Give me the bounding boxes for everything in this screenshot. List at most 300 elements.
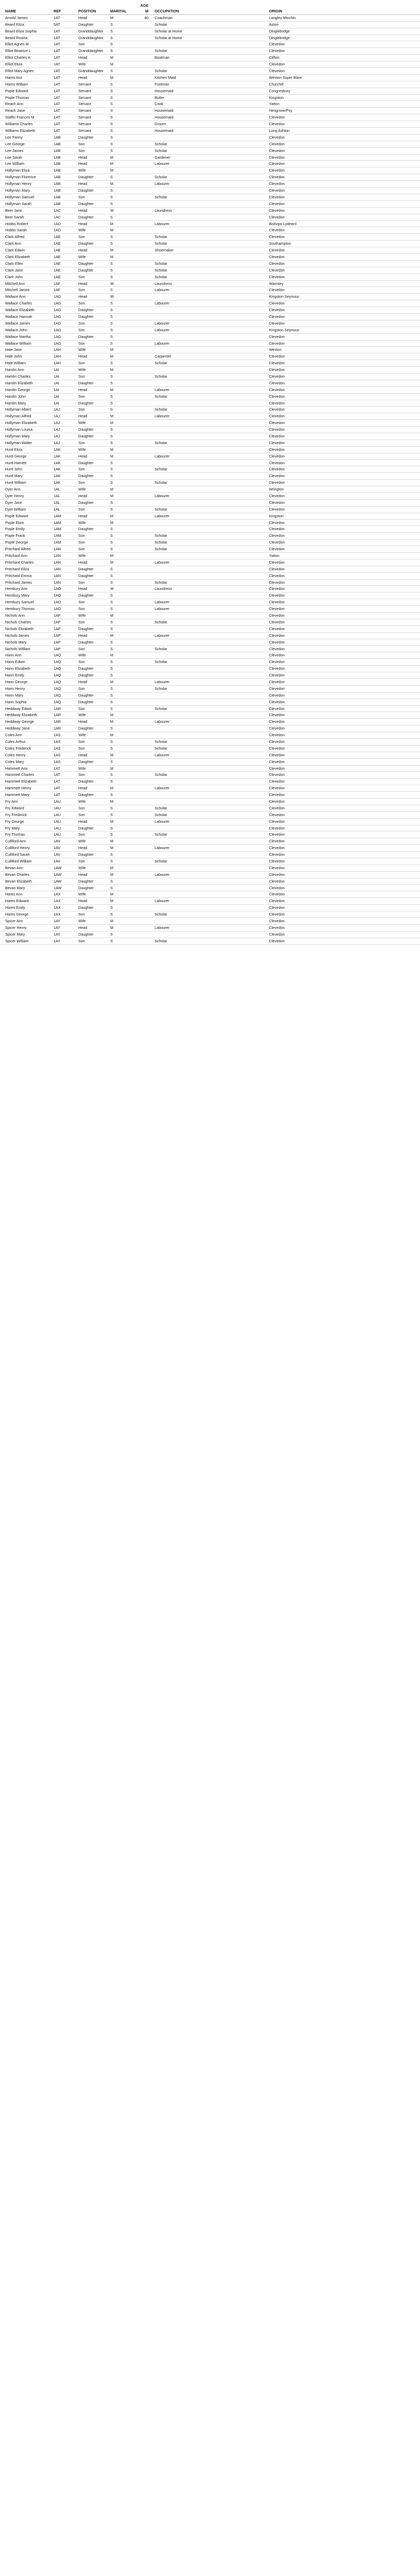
cell-ref: 1AR	[54, 719, 61, 724]
cell-name: Hammett Henry	[5, 786, 31, 791]
cell-marital: S	[110, 533, 113, 538]
table-row	[0, 394, 420, 400]
cell-name: Hurd John	[5, 467, 23, 472]
table-row	[0, 261, 420, 267]
cell-ref: 1AM	[54, 527, 61, 532]
cell-origin: Clevedon	[269, 865, 285, 870]
table-row	[0, 161, 420, 167]
cell-name: Lee James	[5, 148, 24, 153]
table-row	[0, 327, 420, 334]
table-row	[0, 533, 420, 539]
cell-origin: Clevedon	[269, 719, 285, 724]
cell-name: Hollyman Mary	[5, 188, 30, 193]
cell-occupation: Scholar	[155, 533, 167, 538]
table-row	[0, 15, 420, 22]
cell-position: Servant	[78, 101, 91, 107]
cell-name: Hale William	[5, 361, 26, 366]
cell-position: Daughter	[78, 852, 94, 857]
table-row	[0, 101, 420, 108]
cell-name: Pople Thomas	[5, 95, 29, 100]
cell-position: Daughter	[78, 593, 94, 598]
cell-ref: 1AT	[54, 15, 60, 20]
cell-origin: Kingston	[269, 513, 283, 518]
cell-ref: 1AS	[54, 745, 61, 751]
table-row	[0, 633, 420, 639]
cell-position: Daughter	[78, 261, 94, 266]
cell-position: Son	[78, 374, 85, 379]
cell-origin: Clevedon	[269, 925, 285, 930]
cell-name: Hollyman Elizabeth	[5, 420, 37, 426]
cell-position: Son	[78, 394, 85, 399]
cell-occupation: Scholar at Home	[155, 35, 182, 40]
cell-marital: M	[110, 387, 113, 392]
cell-marital: S	[110, 779, 113, 784]
cell-position: Head	[78, 354, 88, 359]
cell-marital: S	[110, 327, 113, 332]
cell-name: Culliford Sarah	[5, 852, 30, 857]
cell-position: Daughter	[78, 573, 94, 578]
cell-marital: S	[110, 241, 113, 246]
cell-name: Lee Fanny	[5, 134, 23, 140]
cell-marital: S	[110, 852, 113, 857]
cell-position: Son	[78, 600, 85, 605]
cell-occupation: Scholar	[155, 407, 167, 412]
table-row	[0, 108, 420, 114]
table-row	[0, 413, 420, 420]
cell-position: Daughter	[78, 639, 94, 645]
cell-occupation: Scholar	[155, 938, 167, 943]
cell-occupation: Housemaid	[155, 108, 174, 113]
cell-name: Bevan Mary	[5, 885, 25, 890]
cell-position: Servant	[78, 122, 91, 127]
cell-origin: Clevedon	[269, 892, 285, 897]
cell-name: Wallace Martha	[5, 334, 31, 339]
cell-name: Reach Jane	[5, 108, 25, 113]
cell-name: Hembury Ann	[5, 586, 28, 591]
cell-ref: 1AV	[54, 852, 61, 857]
cell-occupation: Scholar	[155, 440, 167, 445]
cell-ref: 1AV	[54, 845, 61, 851]
cell-name: Hamlin Elizabeth	[5, 380, 33, 385]
cell-position: Wife	[78, 420, 86, 426]
cell-name: Hammett Ann	[5, 766, 28, 771]
cell-position: Head	[78, 872, 88, 877]
cell-marital: S	[110, 699, 113, 704]
cell-ref: 1AO	[54, 593, 61, 598]
cell-ref: 1AI	[54, 387, 59, 392]
cell-occupation: Scholar	[155, 859, 167, 863]
cell-marital: S	[110, 287, 113, 293]
cell-position: Servant	[78, 115, 91, 120]
cell-name: Hammett Elizabeth	[5, 779, 37, 784]
cell-marital: S	[110, 48, 113, 54]
cell-origin: Clevedon	[269, 467, 285, 472]
cell-name: Pritchard Charles	[5, 560, 34, 565]
cell-ref: 1AE	[54, 254, 61, 259]
cell-origin: Clevedon	[269, 181, 285, 187]
cell-marital: M	[110, 354, 113, 359]
table-row	[0, 546, 420, 553]
cell-origin: Clevedon	[269, 560, 285, 565]
cell-marital: M	[110, 520, 113, 525]
cell-name: Lee William	[5, 161, 25, 166]
cell-ref: 1AT	[54, 128, 60, 133]
cell-position: Son	[78, 938, 85, 943]
cell-marital: M	[110, 872, 113, 877]
cell-name: Culliford Henry	[5, 845, 30, 851]
cell-occupation: Scholar	[155, 745, 167, 751]
cell-occupation: Scholar	[155, 506, 167, 512]
cell-name: Heddway Jane	[5, 726, 30, 731]
cell-occupation: Scholar	[155, 547, 167, 552]
cell-name: Culliford Ann	[5, 839, 26, 844]
cell-origin: Clevedon	[269, 274, 285, 279]
cell-occupation: Labourer	[155, 301, 170, 306]
cell-position: Granddaughter	[78, 35, 104, 40]
table-row	[0, 274, 420, 281]
table-row	[0, 506, 420, 513]
cell-ref: 1AJ	[54, 427, 60, 432]
table-row	[0, 772, 420, 778]
cell-origin: Clevedon	[269, 931, 285, 937]
cell-occupation: Scholar	[155, 374, 167, 379]
cell-occupation: Butler	[155, 95, 164, 100]
cell-occupation: Scholar	[155, 832, 167, 837]
cell-origin: Clevedon	[269, 759, 285, 764]
cell-marital: S	[110, 400, 113, 405]
table-row	[0, 925, 420, 931]
table-row	[0, 480, 420, 486]
cell-ref: 1AE	[54, 267, 61, 273]
cell-occupation: Laundress	[155, 208, 172, 213]
table-row	[0, 739, 420, 745]
cell-name: Hurd Harriett	[5, 460, 27, 465]
table-row	[0, 865, 420, 872]
table-row	[0, 732, 420, 739]
cell-marital: M	[110, 155, 113, 160]
table-row	[0, 188, 420, 194]
cell-name: Culliford William	[5, 859, 32, 863]
cell-ref: 1AX	[54, 892, 61, 897]
cell-position: Daughter	[78, 626, 94, 631]
cell-name: Wallace Charles	[5, 301, 32, 306]
cell-occupation: Scholar	[155, 619, 167, 624]
cell-name: Bevan Ann	[5, 865, 23, 870]
cell-marital: M	[110, 899, 113, 904]
table-row	[0, 347, 420, 353]
cell-occupation: Labourer	[155, 606, 170, 612]
cell-ref: 1AQ	[54, 673, 61, 678]
cell-marital: S	[110, 473, 113, 479]
cell-marital: M	[110, 733, 113, 738]
cell-position: Son	[78, 805, 85, 810]
cell-position: Son	[78, 301, 85, 306]
cell-marital: S	[110, 506, 113, 512]
cell-ref: 1AT	[54, 88, 60, 93]
cell-name: Wallace William	[5, 341, 31, 346]
cell-marital: M	[110, 679, 113, 684]
cell-position: Son	[78, 194, 85, 199]
cell-ref: 1AT	[54, 75, 60, 80]
cell-name: Pritchard Emma	[5, 573, 32, 578]
cell-marital: S	[110, 320, 113, 326]
cell-marital: S	[110, 261, 113, 266]
table-row	[0, 679, 420, 686]
cell-marital: S	[110, 42, 113, 47]
table-row	[0, 580, 420, 586]
cell-occupation: Coachman	[155, 15, 173, 20]
cell-ref: 1AT	[54, 772, 60, 777]
cell-name: Elliot Mary Agnes	[5, 69, 34, 74]
table-row	[0, 141, 420, 148]
cell-origin: Clevedon	[269, 919, 285, 924]
cell-occupation: Labourer	[155, 320, 170, 326]
cell-marital: S	[110, 626, 113, 631]
table-row	[0, 473, 420, 480]
table-row	[0, 281, 420, 287]
cell-name: Bevan Charles	[5, 872, 30, 877]
cell-ref: 1AG	[54, 301, 61, 306]
cell-name: Hann Emily	[5, 673, 24, 678]
cell-position: Son	[78, 320, 85, 326]
table-row	[0, 805, 420, 812]
table-row	[0, 181, 420, 188]
table-row	[0, 453, 420, 460]
table-row	[0, 719, 420, 725]
cell-position: Wife	[78, 553, 86, 558]
cell-name: Elliot Beatrice L	[5, 48, 31, 54]
cell-position: Servant	[78, 95, 91, 100]
cell-marital: S	[110, 825, 113, 831]
table-row	[0, 353, 420, 360]
cell-ref: 1AU	[54, 832, 61, 837]
cell-origin: Clevedon	[269, 314, 285, 319]
cell-position: Daughter	[78, 931, 94, 937]
cell-position: Wife	[78, 228, 86, 233]
cell-occupation: Groom	[155, 122, 166, 127]
cell-ref: 1AM	[54, 513, 61, 518]
cell-origin: Clevedon	[269, 812, 285, 817]
cell-ref: 1AG	[54, 341, 61, 346]
cell-name: Pople George	[5, 540, 28, 545]
cell-origin: Congresbury	[269, 88, 291, 93]
table-row	[0, 606, 420, 613]
cell-occupation: Labourer	[155, 899, 170, 904]
cell-position: Wife	[78, 766, 86, 771]
table-row	[0, 433, 420, 440]
cell-occupation: Scholar	[155, 361, 167, 366]
cell-position: Wife	[78, 254, 86, 259]
cell-marital: S	[110, 201, 113, 206]
cell-marital: S	[110, 467, 113, 472]
cell-origin: Clevedon	[269, 600, 285, 605]
cell-ref: 1AT	[54, 101, 60, 107]
cell-ref: 1AN	[54, 566, 61, 571]
cell-origin: Clevedon	[269, 533, 285, 538]
cell-ref: 1AB	[54, 181, 61, 187]
header-name: NAME	[5, 9, 16, 13]
cell-marital: S	[110, 573, 113, 578]
cell-origin: Clevedon	[269, 287, 285, 293]
table-row	[0, 22, 420, 28]
cell-position: Wife	[78, 919, 86, 924]
table-row	[0, 334, 420, 341]
cell-marital: S	[110, 28, 113, 33]
cell-marital: S	[110, 301, 113, 306]
cell-marital: S	[110, 480, 113, 485]
cell-name: Fry Frederick	[5, 812, 27, 817]
cell-name: Hobbs Sarah	[5, 228, 27, 233]
cell-position: Son	[78, 659, 85, 665]
cell-marital: M	[110, 414, 113, 419]
cell-position: Head	[78, 75, 88, 80]
cell-origin: Weston	[269, 347, 282, 352]
cell-position: Daughter	[78, 22, 94, 27]
table-row	[0, 619, 420, 626]
cell-name: Heddway Edwin	[5, 706, 32, 711]
cell-origin: Clevedon	[269, 938, 285, 943]
cell-position: Daughter	[78, 380, 94, 385]
header-marital: MARITAL	[110, 9, 127, 13]
cell-marital: S	[110, 194, 113, 199]
cell-origin: Clevedon	[269, 228, 285, 233]
cell-position: Son	[78, 148, 85, 153]
cell-occupation: Scholar	[155, 739, 167, 744]
cell-position: Daughter	[78, 673, 94, 678]
cell-marital: S	[110, 407, 113, 412]
cell-position: Head	[78, 414, 88, 419]
cell-position: Daughter	[78, 267, 94, 273]
cell-name: Fry Edward	[5, 805, 24, 810]
table-row	[0, 134, 420, 141]
cell-ref: 1AM	[54, 540, 61, 545]
cell-marital: S	[110, 812, 113, 817]
cell-ref: 1AJ	[54, 440, 60, 445]
cell-origin: Kingston Seymour	[269, 294, 299, 299]
cell-marital: S	[110, 540, 113, 545]
cell-name: Nichols Elizabeth	[5, 626, 34, 631]
cell-position: Head	[78, 494, 88, 499]
cell-ref: 1AL	[54, 494, 60, 499]
cell-marital: S	[110, 460, 113, 465]
cell-marital: M	[110, 633, 113, 638]
cell-origin: Clevedon	[269, 387, 285, 392]
cell-origin: Clevedon	[269, 580, 285, 585]
cell-name: Coles Henry	[5, 752, 26, 757]
cell-ref: 1AT	[54, 766, 60, 771]
table-row	[0, 300, 420, 307]
cell-origin: Clevedon	[269, 733, 285, 738]
cell-position: Head	[78, 453, 88, 459]
cell-origin: Clevedon	[269, 799, 285, 804]
cell-marital: S	[110, 580, 113, 585]
cell-name: Dyer William	[5, 506, 26, 512]
table-row	[0, 878, 420, 885]
cell-ref: 1AW	[54, 865, 62, 870]
table-row	[0, 712, 420, 719]
cell-ref: 1AB	[54, 141, 61, 146]
cell-occupation: Scholar	[155, 148, 167, 153]
cell-ref: 1AH	[54, 354, 61, 359]
cell-ref: 1AK	[54, 453, 61, 459]
cell-marital: S	[110, 214, 113, 219]
cell-origin: Clevedon	[269, 148, 285, 153]
cell-marital: M	[110, 819, 113, 824]
cell-position: Head	[78, 752, 88, 757]
table-row	[0, 898, 420, 905]
cell-position: Wife	[78, 839, 86, 844]
cell-position: Daughter	[78, 175, 94, 180]
cell-position: Son	[78, 234, 85, 240]
table-row	[0, 626, 420, 633]
cell-origin: Clevedon	[269, 885, 285, 890]
cell-marital: S	[110, 905, 113, 910]
table-row	[0, 314, 420, 320]
cell-origin: Clevedon	[269, 62, 285, 67]
cell-marital: M	[110, 15, 113, 20]
cell-ref: 1AQ	[54, 692, 61, 698]
cell-occupation: Scholar at Home	[155, 28, 182, 33]
cell-origin: Clevedon	[269, 141, 285, 146]
cell-marital: S	[110, 314, 113, 319]
cell-ref: 1AB	[54, 168, 61, 173]
cell-position: Granddaughter	[78, 69, 104, 74]
cell-ref: 1AW	[54, 872, 62, 877]
cell-origin: Weston Super Mare	[269, 75, 302, 80]
cell-name: Pople Emily	[5, 527, 25, 532]
cell-marital: S	[110, 334, 113, 339]
cell-occupation: Housemaid	[155, 115, 174, 120]
cell-ref: 1AT	[54, 55, 60, 60]
cell-position: Daughter	[78, 726, 94, 731]
cell-occupation: Labourer	[155, 560, 170, 565]
cell-position: Head	[78, 221, 88, 226]
cell-position: Wife	[78, 62, 86, 67]
cell-name: Pritchard James	[5, 580, 32, 585]
cell-marital: S	[110, 566, 113, 571]
cell-ref: 1AB	[54, 155, 61, 160]
cell-origin: Clevedon	[269, 792, 285, 798]
cell-name: Spicer Henry	[5, 925, 27, 930]
cell-name: Hamlin George	[5, 387, 30, 392]
cell-name: Hann Edwin	[5, 659, 25, 665]
cell-marital: M	[110, 865, 113, 870]
cell-ref: 1AN	[54, 547, 61, 552]
cell-position: Wife	[78, 892, 86, 897]
cell-marital: S	[110, 35, 113, 40]
cell-ref: 1AP	[54, 626, 61, 631]
cell-origin: Southampton	[269, 241, 291, 246]
cell-origin: Clevedon	[269, 341, 285, 346]
cell-marital: M	[110, 613, 113, 618]
cell-origin: Langley Minchin	[269, 15, 296, 20]
cell-ref: 1AW	[54, 885, 62, 890]
cell-origin: Aston	[269, 22, 279, 27]
cell-position: Servant	[78, 88, 91, 93]
cell-name: Heddway George	[5, 719, 34, 724]
cell-origin: Clevedon	[269, 859, 285, 863]
cell-origin: Clevedon	[269, 666, 285, 671]
cell-ref: 1AE	[54, 248, 61, 253]
cell-name: Beard Eliza Sophia	[5, 28, 37, 33]
cell-ref: 1AN	[54, 560, 61, 565]
cell-origin: Clevedon	[269, 115, 285, 120]
cell-name: Nichols Charles	[5, 619, 31, 624]
cell-position: Daughter	[78, 527, 94, 532]
cell-name: Wallace John	[5, 327, 27, 332]
cell-name: Coles Frederick	[5, 745, 31, 751]
cell-position: Daughter	[78, 905, 94, 910]
